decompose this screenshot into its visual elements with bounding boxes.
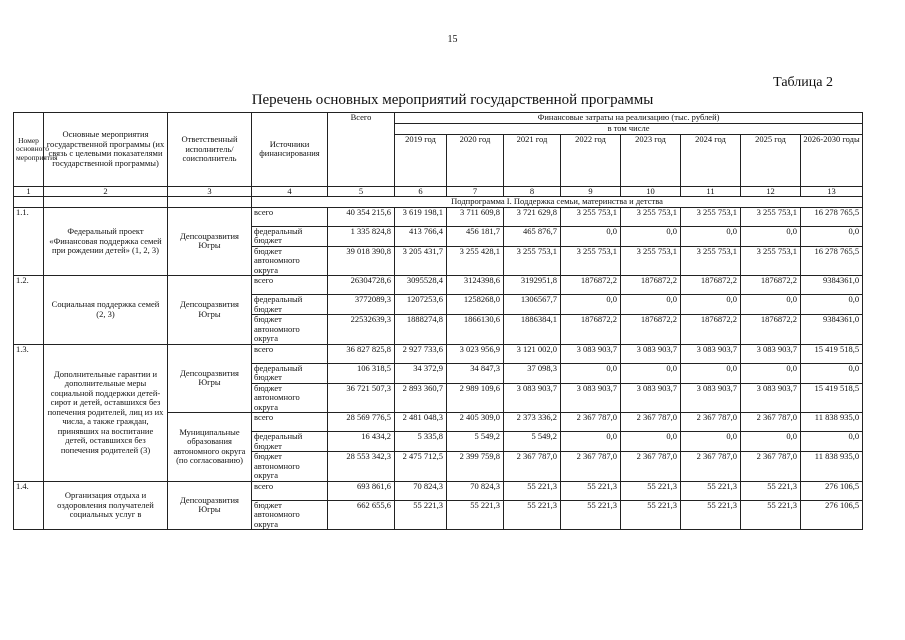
amount-cell: 3 255 753,1 [681,246,741,276]
amount-cell: 3 083 903,7 [741,383,801,413]
amount-cell: 16 278 765,5 [801,246,863,276]
amount-cell: 3 255 753,1 [681,207,741,226]
amount-cell: 465 876,7 [504,226,561,246]
amount-cell: 1876872,2 [621,276,681,295]
item-name: Федеральный проект «Финансовая поддержка семей при рождении детей» (1, 2, 3) [44,207,168,276]
item-name: Социальная поддержка семей (2, 3) [44,276,168,345]
amount-cell: 70 824,3 [395,481,447,500]
funding-source: федеральный бюджет [252,226,328,246]
amount-cell: 3 255 753,1 [741,207,801,226]
amount-cell: 2 373 336,2 [504,413,561,432]
column-number: 1 [14,186,44,197]
amount-cell: 456 181,7 [447,226,504,246]
subprogram-spacer [44,197,168,208]
amount-cell: 1258268,0 [447,295,504,315]
header-year: 2023 год [621,134,681,186]
item-executor: Депсоцразвития Югры [168,344,252,413]
item-name: Дополнительные гарантии и дополнительные меры социальной поддержки детей-сирот и детей, оставшихся без попечения родителей, лиц из их числа, а также граждан, принявших на воспитание детей, оставшихся без попечения родителей (3) [44,344,168,481]
amount-cell: 3 619 198,1 [395,207,447,226]
header-year: 2024 год [681,134,741,186]
amount-cell: 55 221,3 [395,500,447,530]
amount-cell: 3 255 753,1 [504,246,561,276]
amount-cell: 55 221,3 [741,481,801,500]
header-year: 2026-2030 годы [801,134,863,186]
amount-cell: 55 221,3 [561,481,621,500]
amount-cell: 0,0 [561,432,621,452]
amount-cell: 3192951,8 [504,276,561,295]
amount-cell: 3 023 956,9 [447,344,504,363]
amount-cell: 9384361,0 [801,315,863,345]
amount-cell: 2 367 787,0 [621,452,681,482]
amount-cell: 0,0 [621,363,681,383]
header-financial: Финансовые затраты на реализацию (тыс. рублей) [395,113,863,124]
item-number: 1.3. [14,344,44,481]
column-number: 10 [621,186,681,197]
amount-cell: 3124398,6 [447,276,504,295]
header-num: Номер основного мероприятия [14,113,44,187]
item-number: 1.1. [14,207,44,276]
amount-cell: 36 721 507,3 [328,383,395,413]
amount-cell: 11 838 935,0 [801,452,863,482]
amount-cell: 3 255 753,1 [561,246,621,276]
funding-source: федеральный бюджет [252,432,328,452]
amount-cell: 15 419 518,5 [801,344,863,363]
amount-cell: 0,0 [741,432,801,452]
item-executor: Муниципальные образования автономного округа (по согласованию) [168,413,252,482]
amount-cell: 55 221,3 [504,481,561,500]
amount-cell: 34 847,3 [447,363,504,383]
amount-cell: 0,0 [681,432,741,452]
amount-cell: 1876872,2 [621,315,681,345]
header-year: 2022 год [561,134,621,186]
amount-cell: 3 083 903,7 [561,344,621,363]
amount-cell: 5 335,8 [395,432,447,452]
amount-cell: 55 221,3 [621,481,681,500]
amount-cell: 55 221,3 [681,500,741,530]
amount-cell: 2 367 787,0 [681,452,741,482]
amount-cell: 3 711 609,8 [447,207,504,226]
header-year: 2021 год [504,134,561,186]
amount-cell: 15 419 518,5 [801,383,863,413]
subprogram-spacer [14,197,44,208]
amount-cell: 276 106,5 [801,500,863,530]
amount-cell: 0,0 [561,363,621,383]
amount-cell: 0,0 [801,226,863,246]
amount-cell: 3 083 903,7 [621,344,681,363]
funding-source: бюджет автономного округа [252,452,328,482]
amount-cell: 1876872,2 [681,315,741,345]
column-number: 11 [681,186,741,197]
amount-cell: 55 221,3 [681,481,741,500]
amount-cell: 3 255 753,1 [621,246,681,276]
amount-cell: 36 827 825,8 [328,344,395,363]
item-number: 1.4. [14,481,44,530]
amount-cell: 11 838 935,0 [801,413,863,432]
funding-source: всего [252,481,328,500]
header-year: 2019 год [395,134,447,186]
amount-cell: 9384361,0 [801,276,863,295]
amount-cell: 3 721 629,8 [504,207,561,226]
amount-cell: 106 318,5 [328,363,395,383]
amount-cell: 3095528,4 [395,276,447,295]
amount-cell: 0,0 [741,363,801,383]
amount-cell: 55 221,3 [741,500,801,530]
funding-source: бюджет автономного округа [252,246,328,276]
funding-source: всего [252,276,328,295]
amount-cell: 70 824,3 [447,481,504,500]
header-executor: Ответственный исполнитель/ соисполнитель [168,113,252,187]
item-executor: Депсоцразвития Югры [168,207,252,276]
funding-source: федеральный бюджет [252,295,328,315]
amount-cell: 3 083 903,7 [681,344,741,363]
table-label: Таблица 2 [773,75,833,90]
amount-cell: 0,0 [561,295,621,315]
item-number: 1.2. [14,276,44,345]
column-number: 4 [252,186,328,197]
amount-cell: 2 367 787,0 [504,452,561,482]
amount-cell: 413 766,4 [395,226,447,246]
amount-cell: 2 367 787,0 [561,413,621,432]
funding-source: бюджет автономного округа [252,315,328,345]
amount-cell: 2 399 759,8 [447,452,504,482]
amount-cell: 2 927 733,6 [395,344,447,363]
amount-cell: 3 083 903,7 [741,344,801,363]
amount-cell: 0,0 [681,226,741,246]
amount-cell: 2 989 109,6 [447,383,504,413]
funding-source: всего [252,207,328,226]
header-sources: Источники финансирования [252,113,328,187]
amount-cell: 3 205 431,7 [395,246,447,276]
amount-cell: 0,0 [621,295,681,315]
amount-cell: 2 367 787,0 [741,452,801,482]
program-table [13,112,863,530]
amount-cell: 2 893 360,7 [395,383,447,413]
amount-cell: 0,0 [621,226,681,246]
column-number: 6 [395,186,447,197]
amount-cell: 0,0 [801,432,863,452]
amount-cell: 3 083 903,7 [621,383,681,413]
amount-cell: 26304728,6 [328,276,395,295]
column-number: 2 [44,186,168,197]
amount-cell: 3 255 428,1 [447,246,504,276]
amount-cell: 1 335 824,8 [328,226,395,246]
funding-source: федеральный бюджет [252,363,328,383]
item-name: Организация отдыха и оздоровления получателей социальных услуг в [44,481,168,530]
amount-cell: 3 255 753,1 [561,207,621,226]
amount-cell: 0,0 [741,226,801,246]
page-title: Перечень основных мероприятий государственной программы [251,92,654,108]
column-number: 9 [561,186,621,197]
amount-cell: 1886384,1 [504,315,561,345]
amount-cell: 0,0 [681,295,741,315]
amount-cell: 55 221,3 [447,500,504,530]
amount-cell: 55 221,3 [621,500,681,530]
amount-cell: 28 553 342,3 [328,452,395,482]
amount-cell: 276 106,5 [801,481,863,500]
amount-cell: 2 481 048,3 [395,413,447,432]
amount-cell: 2 475 712,5 [395,452,447,482]
header-including: в том числе [395,124,863,135]
funding-source: всего [252,344,328,363]
amount-cell: 693 861,6 [328,481,395,500]
funding-source: бюджет автономного округа [252,383,328,413]
amount-cell: 662 655,6 [328,500,395,530]
amount-cell: 1876872,2 [561,315,621,345]
column-number: 3 [168,186,252,197]
item-executor: Депсоцразвития Югры [168,481,252,530]
header-total: Всего [328,113,395,187]
amount-cell: 1866130,6 [447,315,504,345]
amount-cell: 2 367 787,0 [561,452,621,482]
amount-cell: 3772089,3 [328,295,395,315]
amount-cell: 0,0 [561,226,621,246]
amount-cell: 22532639,3 [328,315,395,345]
amount-cell: 37 098,3 [504,363,561,383]
amount-cell: 28 569 776,5 [328,413,395,432]
amount-cell: 0,0 [621,432,681,452]
amount-cell: 5 549,2 [504,432,561,452]
table-row [14,344,863,363]
amount-cell: 1207253,6 [395,295,447,315]
amount-cell: 16 278 765,5 [801,207,863,226]
amount-cell: 0,0 [801,363,863,383]
item-executor: Депсоцразвития Югры [168,276,252,345]
amount-cell: 2 405 309,0 [447,413,504,432]
amount-cell: 39 018 390,8 [328,246,395,276]
column-number: 7 [447,186,504,197]
amount-cell: 3 083 903,7 [681,383,741,413]
header-year: 2020 год [447,134,504,186]
amount-cell: 16 434,2 [328,432,395,452]
funding-source: бюджет автономного округа [252,500,328,530]
page-number: 15 [447,34,458,45]
table-row [14,276,863,295]
amount-cell: 0,0 [741,295,801,315]
amount-cell: 2 367 787,0 [621,413,681,432]
table-row [14,481,863,500]
amount-cell: 1876872,2 [561,276,621,295]
amount-cell: 0,0 [801,295,863,315]
amount-cell: 1306567,7 [504,295,561,315]
subprogram-spacer [168,197,252,208]
amount-cell: 1876872,2 [741,276,801,295]
amount-cell: 3 121 002,0 [504,344,561,363]
amount-cell: 55 221,3 [561,500,621,530]
column-number: 8 [504,186,561,197]
header-year: 2025 год [741,134,801,186]
subprogram-title: Подпрограмма I. Поддержка семьи, материнства и детства [252,197,863,208]
funding-source: всего [252,413,328,432]
column-number: 13 [801,186,863,197]
table-row [14,207,863,226]
column-number: 12 [741,186,801,197]
amount-cell: 40 354 215,6 [328,207,395,226]
amount-cell: 0,0 [681,363,741,383]
amount-cell: 34 372,9 [395,363,447,383]
amount-cell: 3 255 753,1 [621,207,681,226]
amount-cell: 2 367 787,0 [741,413,801,432]
amount-cell: 1888274,8 [395,315,447,345]
amount-cell: 5 549,2 [447,432,504,452]
amount-cell: 1876872,2 [741,315,801,345]
amount-cell: 3 083 903,7 [561,383,621,413]
amount-cell: 55 221,3 [504,500,561,530]
column-number: 5 [328,186,395,197]
amount-cell: 1876872,2 [681,276,741,295]
amount-cell: 2 367 787,0 [681,413,741,432]
header-activities: Основные мероприятия государственной программы (их связь с целевыми показателями государственной программы) [44,113,168,187]
amount-cell: 3 255 753,1 [741,246,801,276]
amount-cell: 3 083 903,7 [504,383,561,413]
